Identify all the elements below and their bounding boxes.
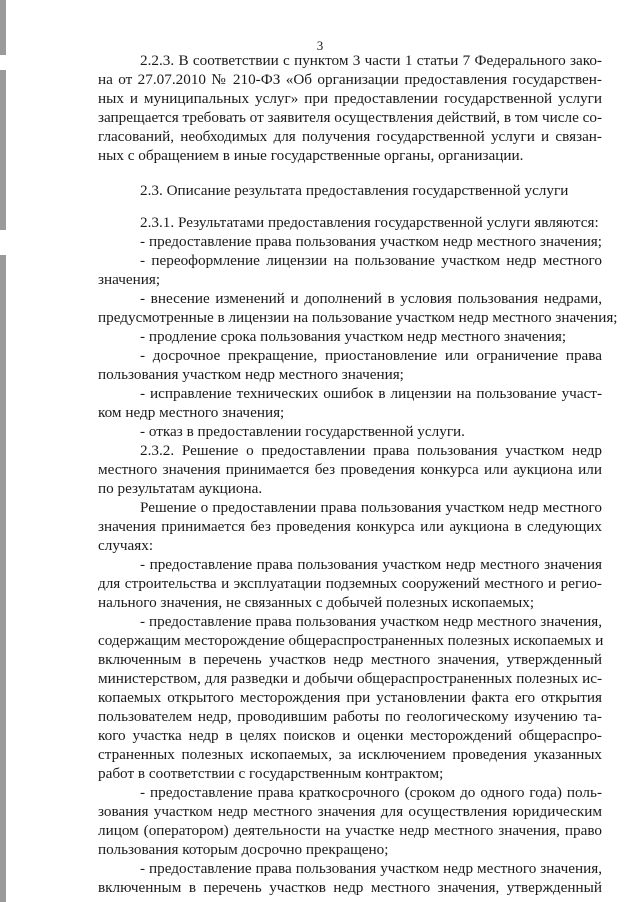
text-line: ком недр местного значения; [98,404,285,421]
text-line: гласований, необходимых для получения государственной услуги и связан- [98,128,602,145]
text-line: на от 27.07.2010 № 210-ФЗ «Об организации предоставления государствен- [98,71,602,88]
text-line: лицом (оператором) деятельности на участке недр местного значения, право [98,822,602,839]
text-line: работ в соответствии с государственным контрактом; [98,765,444,782]
text-line: 2.2.3. В соответствии с пунктом 3 части 1 статьи 7 Федерального зако- [140,52,602,69]
section-heading: 2.3. Описание результата предоставления государственной услуги [140,182,569,199]
text-line: министерством, для разведки и добычи общераспространенных полезных ис- [98,670,602,687]
list-item: - предоставление права пользования участком недр местного значения [140,556,602,573]
text-line: пользования участком недр местного значения; [98,366,404,383]
text-line: кого участка недр в целях поисков и оценки месторождений общераспро- [98,727,602,744]
scan-edge [0,70,6,230]
list-item: - предоставление права пользования участком недр местного значения, [140,613,602,630]
scan-edge [0,255,6,902]
text-line: включенным в перечень участков недр местного значения, утвержденный [98,879,602,896]
list-item: - предоставление права краткосрочного (сроком до одного года) поль- [140,784,602,801]
page-number: 3 [316,38,324,53]
list-item: - отказ в предоставлении государственной услуги. [140,423,465,440]
list-item: - предоставление права пользования участком недр местного значения; [140,233,602,250]
text-line: 2.3.1. Результатами предоставления государственной услуги являются: [140,214,599,231]
text-line: нального значения, не связанных с добычей полезных ископаемых; [98,594,535,611]
text-line: случаях: [98,537,154,554]
text-line: страненных полезных ископаемых, за исключением проведения указанных [98,746,602,763]
text-line: пользователем недр, проводившим работы по геологическому изучению та- [98,708,602,725]
text-line: Решение о предоставлении права пользования участком недр местного [140,499,602,516]
text-line: значения принимается без проведения конкурса или аукциона в следующих [98,518,602,535]
list-item: - продление срока пользования участком недр местного значения; [140,328,567,345]
text-line: зования участком недр местного значения для осуществления юридическим [98,803,602,820]
text-line: значения; [98,271,161,288]
text-line: по результатам аукциона. [98,480,263,497]
list-item: - предоставление права пользования участком недр местного значения, [140,860,602,877]
list-item: - переоформление лицензии на пользование участком недр местного [140,252,602,269]
list-item: - внесение изменений и дополнений в условия пользования недрами, [140,290,602,307]
text-line: предусмотренные в лицензии на пользование участком недр местного значения; [98,309,618,326]
text-line: местного значения принимается без проведения конкурса или аукциона или [98,461,602,478]
text-line: 2.3.2. Решение о предоставлении права пользования участком недр [140,442,602,459]
list-item: - досрочное прекращение, приостановление или ограничение права [140,347,602,364]
text-line: копаемых открытого месторождения при установлении факта его открытия [98,689,602,706]
text-line: запрещается требовать от заявителя осуществления действий, в том числе со- [98,109,603,126]
text-line: для строительства и эксплуатации подземных сооружений местного и регио- [98,575,602,592]
text-line: включенным в перечень участков недр местного значения, утвержденный [98,651,602,668]
text-line: ных с обращением в иные государственные органы, организации. [98,147,524,164]
text-line: пользования которым досрочно прекращено; [98,841,389,858]
text-line: ных и муниципальных услуг» при предоставлении государственной услуги [98,90,602,107]
list-item: - исправление технических ошибок в лицензии на пользование участ- [140,385,602,402]
text-line: содержащим месторождение общераспространенных полезных ископаемых и [98,632,604,649]
